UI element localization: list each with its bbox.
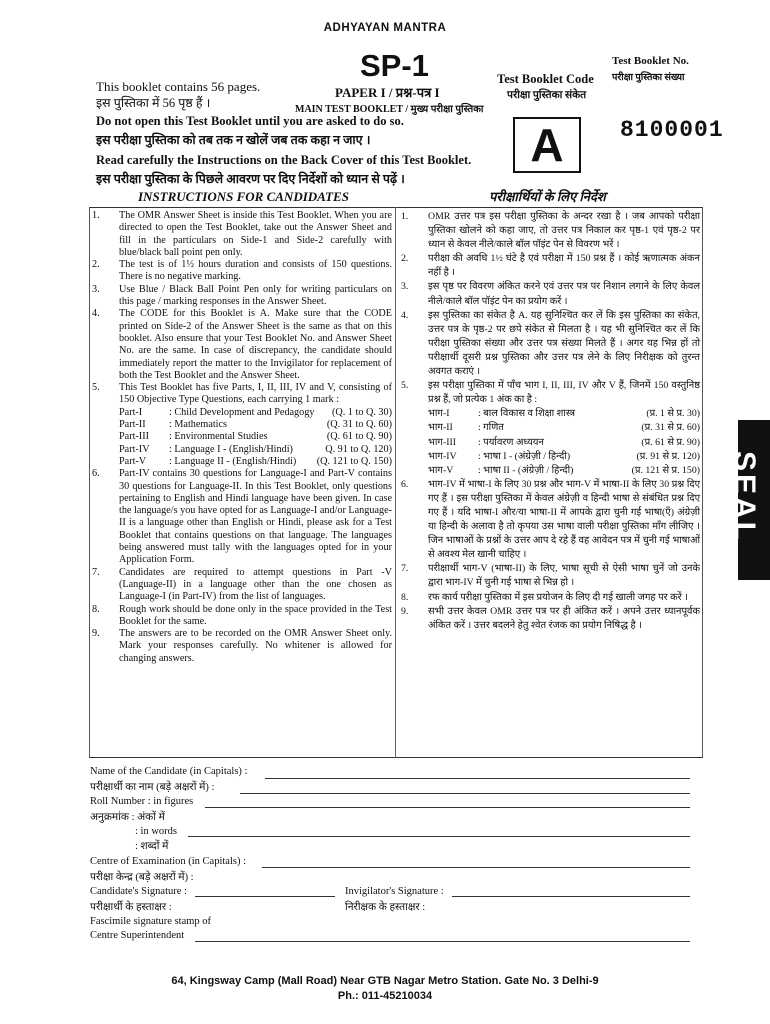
instruction-number: 5. [92, 382, 100, 394]
instruction-number: 6. [92, 468, 100, 480]
candidate-signature-label-en: Candidate's Signature : [90, 886, 187, 897]
instruction-number: 2. [401, 253, 409, 265]
part-subject: : गणित [478, 422, 504, 434]
part-name: Part-V [119, 455, 147, 467]
booklet-number-label-hi: परीक्षा पुस्तिका संख्या [612, 73, 685, 83]
read-instructions-en: Read carefully the Instructions on the Back Cover of this Test Booklet. [96, 153, 472, 167]
part-range: (प्र. 91 से प्र. 120) [636, 450, 700, 462]
instruction-item [89, 259, 392, 284]
part-range: (प्र. 61 से प्र. 90) [641, 436, 700, 448]
instruction-text: This Test Booklet has five Parts, I, II, III, IV and V, consisting of 150 Objective Type Questions, each carrying 1 mark : [119, 382, 392, 406]
instruction-item [398, 252, 700, 280]
part-subject: : Child Development and Pedagogy [169, 406, 315, 418]
part-row [428, 436, 700, 450]
booklet-code-value: A [530, 119, 564, 171]
roll-number-label-en: Roll Number : in figures [90, 796, 194, 807]
instruction-item [398, 591, 700, 605]
instructions-column-en [89, 210, 392, 665]
candidate-signature-label-hi: परीक्षार्थी के हस्ताक्षर : [90, 902, 172, 913]
part-subject: : भाषा II - (अंग्रेज़ी / हिन्दी) [478, 464, 574, 476]
stamp-label-2: Centre Superintendent [90, 930, 185, 941]
part-name: Part-III [119, 431, 149, 443]
instruction-number: 1. [401, 211, 409, 222]
part-subject: : बाल विकास व शिक्षा शास्त्र [478, 408, 576, 420]
part-name: Part-II [119, 419, 146, 431]
part-name: Part-I [119, 406, 143, 418]
do-not-open-hi: इस परीक्षा पुस्तिका को तब तक न खोलें जब तक कहा न जाए । [96, 133, 371, 147]
part-subject: : Language I - (English/Hindi) [169, 443, 293, 455]
instruction-item [398, 562, 700, 590]
part-row [119, 431, 392, 443]
candidate-signature-field[interactable] [195, 896, 335, 897]
part-subject: : भाषा I - (अंग्रेज़ी / हिन्दी) [478, 450, 571, 462]
instructions-title-en: INSTRUCTIONS FOR CANDIDATES [138, 189, 349, 204]
part-range: (Q. 31 to Q. 60) [326, 419, 392, 431]
instruction-number: 9. [401, 605, 409, 617]
instruction-item [89, 210, 392, 259]
exam-centre-label-en: Centre of Examination (in Capitals) : [90, 856, 247, 867]
instruction-text: इस परीक्षा पुस्तिका में पाँच भाग I, II, III, IV और V हैं, जिनमें 150 वस्तुनिष्ठ प्रश्न हैं, जो प्रत्येक 1 अंक का है : [428, 380, 700, 406]
instruction-text: The CODE for this Booklet is A. Make sure that the CODE printed on Side-2 of the Answer Sheet is the same as that on this booklet. Also ensure that your Test Booklet No. and Answer Sheet No. are the same. In case of discrepancy, the candidate should immediately report the matter to the Invigilator for replacement of both the Test Booklet and the Answer Sheet. [119, 308, 392, 381]
instruction-number: 7. [401, 563, 409, 575]
seal-label: SEAL [728, 450, 762, 544]
booklet-code-label-hi: परीक्षा पुस्तिका संकेत [507, 90, 587, 101]
instruction-item [398, 478, 700, 563]
part-name: भाग-IV [428, 450, 457, 462]
instruction-text: OMR उत्तर पत्र इस परीक्षा पुस्तिका के अन्दर रखा है । जब आपको परीक्षा पुस्तिका खोलने को कहा जाए, तो उत्तर पत्र निकाल कर पृष्ठ-1 एवं पृष्ठ-2 पर ध्यान से केवल नीले/काले बॉल पॉइंट पेन से विवरण भरें । [428, 211, 700, 251]
part-row [119, 407, 392, 419]
part-range: (प्र. 31 से प्र. 60) [641, 422, 700, 434]
part-name: भाग-II [428, 422, 453, 434]
page-count-en: This booklet contains 56 pages. [96, 79, 261, 94]
instruction-text: रफ कार्य परीक्षा पुस्तिका में इस प्रयोजन के लिए दी गई खाली जगह पर करें । [428, 591, 688, 603]
instruction-text: Part-IV contains 30 questions for Language-I and Part-V contains 30 questions for Language-II. In this Test Booklet, only questions pertaining to English and Hindi language have been given. In case the language/s you have opted for as Language-I and/or Language-II is a language other than English or Hindi, please ask for a Test Booklet that contains questions on that language. The languages being answered must tally with the languages opted for in your Application Form. [119, 468, 392, 566]
publisher-header: ADHYAYAN MANTRA [323, 22, 447, 34]
read-instructions-hi: इस परीक्षा पुस्तिका के पिछले आवरण पर दिए निर्देशों को ध्यान से पढ़ें । [96, 172, 405, 186]
part-row [428, 407, 700, 421]
instruction-number: 7. [92, 566, 100, 578]
stamp-label-1: Fascimile signature stamp of [90, 916, 212, 927]
invigilator-signature-label-en: Invigilator's Signature : [345, 886, 444, 897]
part-range: (प्र. 1 से प्र. 30) [646, 408, 700, 420]
paper-title: PAPER I / प्रश्न-पत्र I [335, 85, 440, 100]
part-range: (प्र. 121 से प्र. 150) [631, 464, 700, 476]
instruction-item [398, 210, 700, 252]
roll-number-words-label: : in words [135, 826, 177, 837]
exam-centre-field[interactable] [262, 867, 690, 868]
instruction-item [398, 309, 700, 379]
instruction-item [89, 604, 392, 629]
instruction-number: 8. [401, 591, 409, 603]
part-name: भाग-I [428, 408, 450, 420]
candidate-name-label-hi: परीक्षार्थी का नाम (बड़े अक्षरों में) : [90, 782, 215, 793]
part-subject: : Language II - (English/Hindi) [169, 455, 297, 467]
part-name: भाग-III [428, 436, 456, 448]
instruction-text: The answers are to be recorded on the OMR Answer Sheet only. Mark your responses carefully. No whitener is allowed for changing answers. [119, 628, 392, 664]
part-row [428, 464, 700, 478]
instruction-text: The test is of 1½ hours duration and consists of 150 questions. There is no negative marking. [119, 259, 392, 283]
instruction-item [398, 280, 700, 308]
main-booklet-label: MAIN TEST BOOKLET / मुख्य परीक्षा पुस्तिका [295, 104, 484, 115]
booklet-number-value: 8100001 [620, 117, 724, 143]
booklet-code-box [513, 117, 581, 173]
booklet-code-label-en: Test Booklet Code [497, 72, 594, 86]
instruction-item [89, 567, 392, 604]
parts-list-hi [398, 407, 700, 477]
part-range: (Q. 1 to Q. 30) [332, 406, 392, 418]
instruction-item [89, 468, 392, 566]
instruction-item [398, 379, 700, 407]
instruction-number: 6. [401, 478, 409, 490]
instruction-text: इस पृष्ठ पर विवरण अंकित करने एवं उत्तर पत्र पर निशान लगाने के लिए केवल नीले/काले बॉल पॉइंट पेन का प्रयोग करें । [428, 281, 700, 307]
roll-number-figures-field[interactable] [205, 807, 690, 808]
instruction-text: इस पुस्तिका का संकेत है A. यह सुनिश्चित कर लें कि इस पुस्तिका का संकेत, उत्तर पत्र के पृष्ठ-2 पर छपे संकेत से मिलता है । यह भी सुनिश्चित कर लें कि परीक्षा पुस्तिका संख्या और उत्तर पत्र संख्या मिलते हैं । अगर यह भिन्न हों तो परीक्षार्थी दूसरी प्रश्न पुस्तिका और उत्तर पत्र लेने के लिए निरीक्षक को तुरन्त अवगत कराएं । [428, 309, 700, 378]
page-count-hi: इस पुस्तिका में 56 पृष्ठ हैं । [96, 96, 211, 110]
instruction-number: 3. [92, 283, 100, 295]
instruction-number: 4. [92, 308, 100, 320]
part-name: भाग-V [428, 464, 454, 476]
footer-phone: Ph.: 011-45210034 [337, 990, 433, 1002]
instruction-item [398, 605, 700, 633]
part-subject: : Mathematics [169, 419, 227, 431]
part-range: (Q. 121 to Q. 150) [316, 455, 392, 467]
instruction-number: 5. [401, 380, 409, 392]
part-subject: : Environmental Studies [169, 431, 268, 443]
part-row [428, 450, 700, 464]
instruction-item [89, 382, 392, 407]
seal-tab [728, 420, 770, 580]
invigilator-signature-label-hi: निरीक्षक के हस्ताक्षर : [345, 902, 426, 913]
instruction-text: Rough work should be done only in the space provided in the Test Booklet for the same. [119, 603, 392, 627]
instruction-item [89, 628, 392, 665]
part-row [119, 444, 392, 456]
instructions-title-hi: परीक्षार्थियों के लिए निर्देश [489, 189, 606, 204]
instruction-item [89, 308, 392, 382]
instruction-item [89, 284, 392, 309]
roll-number-words-field[interactable] [188, 836, 690, 837]
part-row [119, 419, 392, 431]
instruction-number: 9. [92, 628, 100, 640]
stamp-field[interactable] [195, 941, 690, 942]
candidate-name-field[interactable] [265, 778, 690, 779]
part-range: Q. 91 to Q. 120) [325, 443, 392, 455]
part-row [428, 421, 700, 435]
part-subject: : पर्यावरण अध्ययन [478, 436, 544, 448]
instruction-text: Use Blue / Black Ball Point Pen only for writing particulars on this page / marking responses in the Answer Sheet. [119, 283, 392, 308]
instruction-number: 1. [92, 210, 100, 221]
instruction-text: परीक्षार्थी भाग-V (भाषा-II) के लिए, भाषा सूची से ऐसी भाषा चुनें जो उनके द्वारा भाग-IV में चुनी गई भाषा से भिन्न हो । [428, 563, 700, 589]
instruction-text: The OMR Answer Sheet is inside this Test Booklet. When you are directed to open the Test Booklet, take out the Answer Sheet and fill in the particulars on Side-1 and Side-2 carefully with blue/black ball point pen only. [119, 210, 392, 258]
booklet-number-label-en: Test Booklet No. [612, 55, 689, 67]
invigilator-signature-field[interactable] [452, 896, 690, 897]
instruction-text: भाग-IV में भाषा-I के लिए 30 प्रश्न और भाग-V में भाषा-II के लिए 30 प्रश्न दिए गए हैं । इस परीक्षा पुस्तिका में केवल अंग्रेज़ी व हिन्दी भाषा से संबंधित प्रश्न दिए गए हैं । यदि भाषा-I और/या भाषा-II में आपके द्वारा चुनी गई भाषा(एँ) अंग्रेज़ी या हिन्दी के अलावा है तो कृपया उस भाषा वाली परीक्षा पुस्तिका माँग लीजिए । जिन भाषाओं के प्रश्नों के उत्तर आप दे रहे हैं वह आवेदन पत्र में चुनी गई भाषाओं से अवश्य मेल खानी चाहिए । [428, 478, 700, 561]
instruction-number: 4. [401, 309, 409, 321]
candidate-name-label-en: Name of the Candidate (in Capitals) : [90, 766, 248, 777]
instruction-text: परीक्षा की अवधि 1½ घंटे है एवं परीक्षा में 150 प्रश्न हैं । कोई ऋणात्मक अंकन नहीं है । [428, 253, 700, 279]
instruction-number: 2. [92, 259, 100, 271]
instruction-number: 8. [92, 603, 100, 615]
part-name: Part-IV [119, 443, 150, 455]
roll-number-words-label-hi: : शब्दों में [135, 841, 169, 852]
instruction-number: 3. [401, 281, 409, 293]
set-code: SP-1 [360, 48, 429, 83]
column-divider [395, 207, 396, 758]
parts-list-en [89, 407, 392, 468]
do-not-open-en: Do not open this Test Booklet until you are asked to do so. [96, 114, 404, 128]
exam-centre-label-hi: परीक्षा केन्द्र (बड़े अक्षरों में) : [90, 872, 194, 883]
roll-number-label-hi: अनुक्रमांक : अंकों में [90, 812, 165, 823]
instructions-column-hi [398, 210, 700, 633]
instruction-text: सभी उत्तर केवल OMR उत्तर पत्र पर ही अंकित करें । अपने उत्तर ध्यानपूर्वक अंकित करें । उत्तर बदलने हेतु श्वेत रंजक का प्रयोग निषिद्ध है । [428, 605, 700, 631]
part-row [119, 456, 392, 468]
footer-address: 64, Kingsway Camp (Mall Road) Near GTB Nagar Metro Station. Gate No. 3 Delhi-9 [171, 975, 599, 987]
candidate-name-field-2[interactable] [240, 793, 690, 794]
instruction-text: Candidates are required to attempt questions in Part -V (Language-II) in a language other than the one chosen as Language-I (in Part-IV) from the list of languages. [119, 566, 392, 603]
part-range: (Q. 61 to Q. 90) [326, 431, 392, 443]
